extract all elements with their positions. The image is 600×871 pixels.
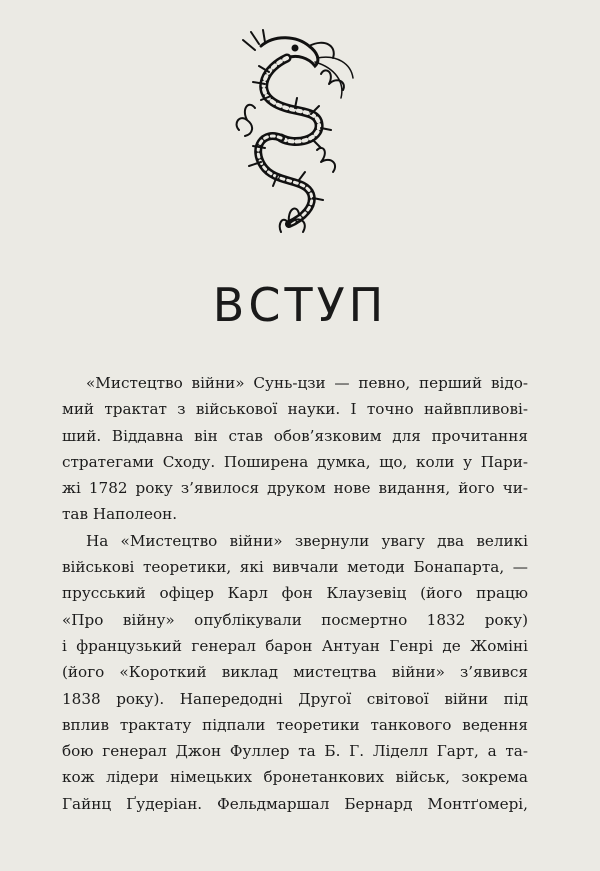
text-line: ший. Віддавна він став обов’язковим для прочитання bbox=[62, 426, 528, 445]
text-line: мий трактат з військової науки. І точно найвпливові- bbox=[62, 400, 528, 419]
paragraph-2 bbox=[62, 528, 528, 817]
text-line: жі 1782 року з’явилося друком нове видання, його чи- bbox=[62, 479, 528, 498]
text-line: кож лідери німецьких бронетанкових військ, зокрема bbox=[62, 768, 528, 787]
text-line: «Мистецтво війни» Сунь-цзи — певно, перший відо- bbox=[86, 374, 528, 392]
text-line: «Про війну» опублікували посмертно 1832 року) bbox=[62, 610, 528, 629]
text-line: На «Мистецтво війни» звернули увагу два великі bbox=[86, 531, 528, 550]
text-line: тав Наполеон. bbox=[62, 505, 178, 524]
text-line: Гайнц Ґудеріан. Фельдмаршал Бернард Монтґомері, bbox=[62, 794, 528, 813]
body-text bbox=[62, 370, 528, 817]
text-line: вплив трактату підпали теоретики танкового ведення bbox=[62, 715, 528, 734]
paragraph-1 bbox=[62, 370, 528, 528]
text-line: і французький генерал барон Антуан Генрі де Жоміні bbox=[62, 636, 528, 655]
chapter-title: ВСТУП bbox=[212, 278, 388, 332]
dragon-icon bbox=[225, 28, 365, 233]
text-line: 1838 року). Напередодні Другої світової війни під bbox=[62, 689, 528, 708]
text-line: військові теоретики, які вивчали методи Бонапарта, — bbox=[62, 558, 528, 577]
text-line: бою генерал Джон Фуллер та Б. Г. Ліделл Гарт, а та- bbox=[62, 742, 528, 761]
text-line: прусський офіцер Карл фон Клаузевіц (його працю bbox=[62, 584, 528, 603]
text-line: (його «Короткий виклад мистецтва війни» з’явився bbox=[62, 663, 528, 682]
text-line: стратегами Сходу. Поширена думка, що, коли у Пари- bbox=[62, 452, 528, 471]
